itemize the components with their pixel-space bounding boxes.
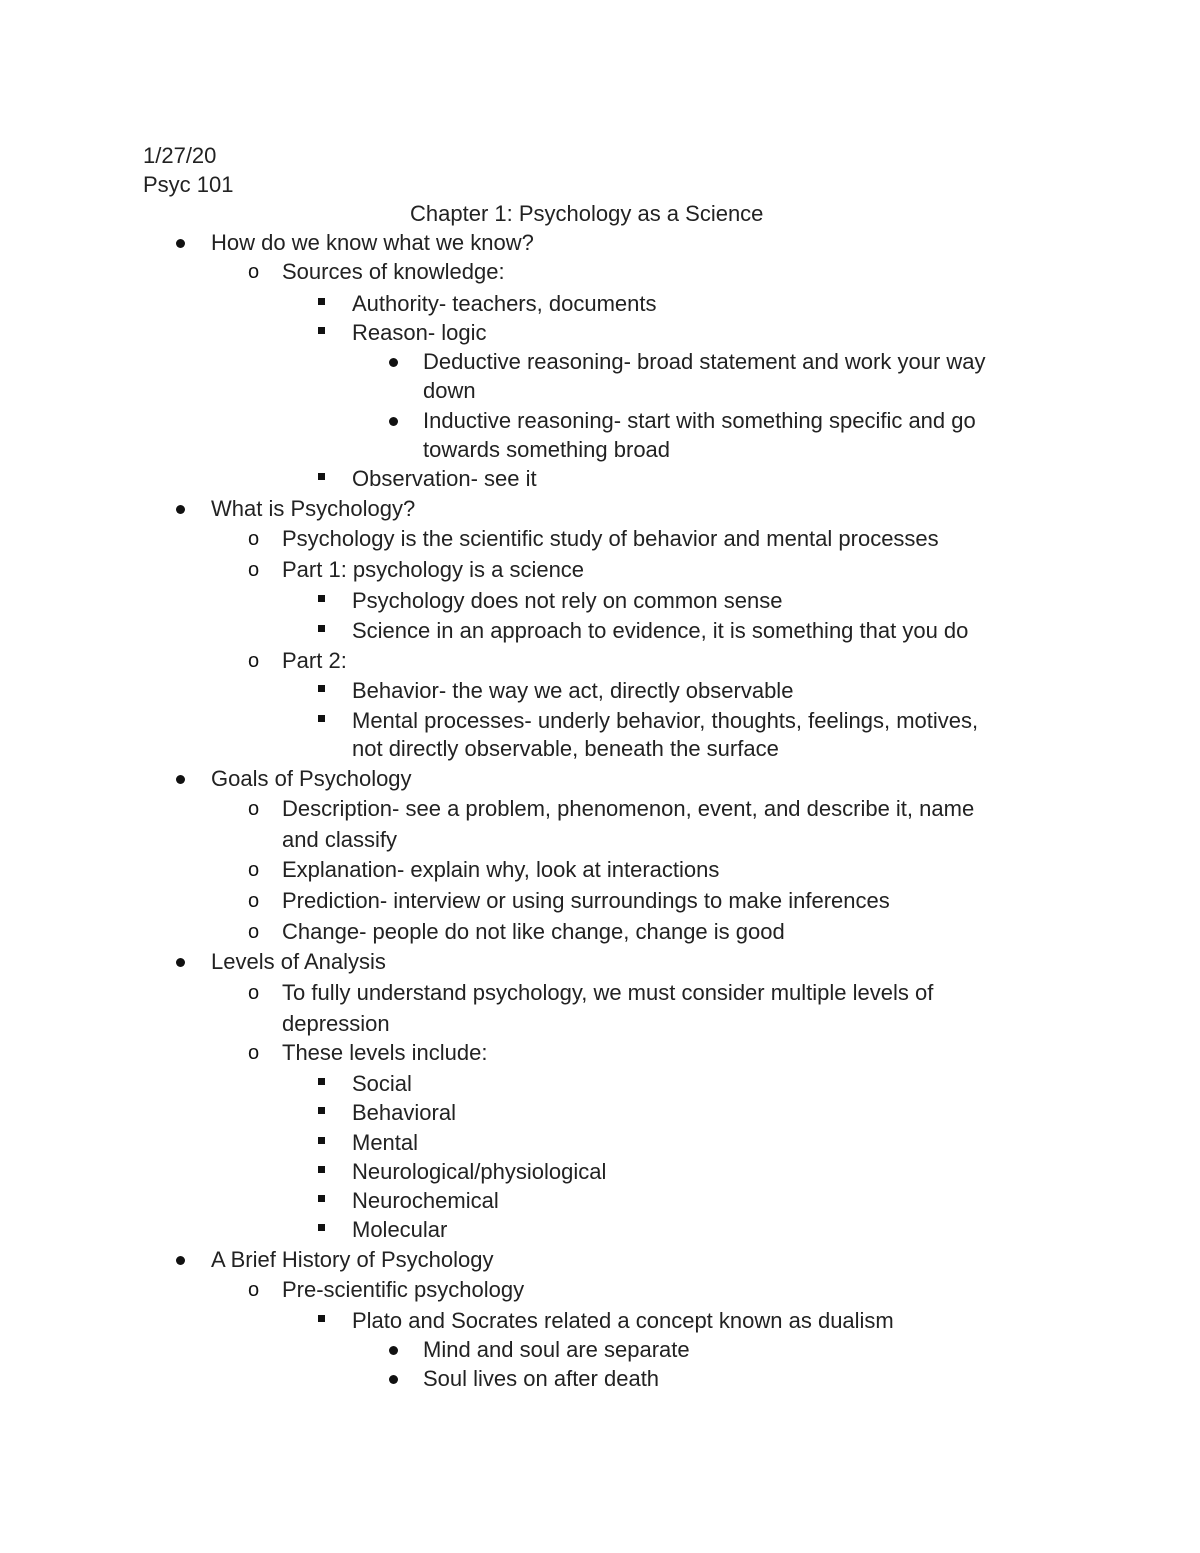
- list-item: Psychology is the scientific study of behavior and mental processes: [282, 526, 939, 551]
- bullet-disc-icon: [389, 1346, 398, 1355]
- list-item: A Brief History of Psychology: [211, 1247, 494, 1272]
- bullet-square-icon: [318, 1078, 325, 1085]
- bullet-square-icon: [318, 1137, 325, 1144]
- course-name: Psyc 101: [143, 172, 234, 197]
- bullet-square-icon: [318, 327, 325, 334]
- list-item: How do we know what we know?: [211, 230, 534, 255]
- bullet-disc-icon: [176, 239, 185, 248]
- bullet-circle-icon: o: [248, 890, 260, 912]
- list-item: Part 2:: [282, 648, 347, 673]
- list-item: Observation- see it: [352, 466, 537, 491]
- bullet-square-icon: [318, 1166, 325, 1173]
- bullet-circle-icon: o: [248, 798, 260, 820]
- bullet-square-icon: [318, 1315, 325, 1322]
- bullet-disc-icon: [389, 1375, 398, 1384]
- list-item-continued: not directly observable, beneath the surface: [352, 736, 779, 761]
- list-item: Psychology does not rely on common sense: [352, 588, 783, 613]
- page-title: Chapter 1: Psychology as a Science: [410, 201, 764, 226]
- bullet-disc-icon: [176, 958, 185, 967]
- bullet-disc-icon: [176, 505, 185, 514]
- bullet-circle-icon: o: [248, 1042, 260, 1064]
- list-item: Behavior- the way we act, directly observable: [352, 678, 794, 703]
- list-item: Soul lives on after death: [423, 1366, 660, 1391]
- bullet-circle-icon: o: [248, 559, 260, 581]
- list-item-continued: down: [423, 378, 476, 403]
- list-item: Neurological/physiological: [352, 1159, 607, 1184]
- list-item: Mental processes- underly behavior, thoughts, feelings, motives,: [352, 708, 979, 733]
- list-item: Science in an approach to evidence, it is something that you do: [352, 618, 969, 643]
- list-item: Deductive reasoning- broad statement and work your way: [423, 349, 986, 374]
- bullet-circle-icon: o: [248, 1279, 260, 1301]
- bullet-square-icon: [318, 1107, 325, 1114]
- list-item: Reason- logic: [352, 320, 487, 345]
- list-item: Mental: [352, 1130, 419, 1155]
- list-item: Plato and Socrates related a concept known as dualism: [352, 1308, 894, 1333]
- list-item: What is Psychology?: [211, 496, 416, 521]
- list-item: Behavioral: [352, 1100, 456, 1125]
- bullet-circle-icon: o: [248, 650, 260, 672]
- list-item: Change- people do not like change, change is good: [282, 919, 785, 944]
- bullet-square-icon: [318, 715, 325, 722]
- list-item: Prediction- interview or using surroundings to make inferences: [282, 888, 890, 913]
- bullet-square-icon: [318, 1195, 325, 1202]
- list-item: Social: [352, 1071, 412, 1096]
- date: 1/27/20: [143, 143, 217, 168]
- bullet-square-icon: [318, 625, 325, 632]
- bullet-square-icon: [318, 298, 325, 305]
- bullet-square-icon: [318, 595, 325, 602]
- list-item: Description- see a problem, phenomenon, event, and describe it, name: [282, 796, 975, 821]
- list-item-continued: and classify: [282, 827, 397, 852]
- bullet-circle-icon: o: [248, 859, 260, 881]
- bullet-square-icon: [318, 473, 325, 480]
- bullet-disc-icon: [176, 1256, 185, 1265]
- bullet-circle-icon: o: [248, 982, 260, 1004]
- list-item: Inductive reasoning- start with something specific and go: [423, 408, 976, 433]
- list-item: Goals of Psychology: [211, 766, 412, 791]
- list-item: Levels of Analysis: [211, 949, 386, 974]
- list-item: Neurochemical: [352, 1188, 499, 1213]
- list-item: Molecular: [352, 1217, 448, 1242]
- list-item-continued: towards something broad: [423, 437, 671, 462]
- list-item-continued: depression: [282, 1011, 390, 1036]
- list-item: Sources of knowledge:: [282, 259, 505, 284]
- list-item: Explanation- explain why, look at interactions: [282, 857, 720, 882]
- list-item: Mind and soul are separate: [423, 1337, 690, 1362]
- bullet-disc-icon: [389, 358, 398, 367]
- bullet-square-icon: [318, 1224, 325, 1231]
- bullet-circle-icon: o: [248, 921, 260, 943]
- list-item: These levels include:: [282, 1040, 488, 1065]
- list-item: Pre-scientific psychology: [282, 1277, 525, 1302]
- bullet-disc-icon: [176, 775, 185, 784]
- bullet-circle-icon: o: [248, 261, 260, 283]
- list-item: Part 1: psychology is a science: [282, 557, 585, 582]
- list-item: To fully understand psychology, we must consider multiple levels of: [282, 980, 934, 1005]
- bullet-disc-icon: [389, 417, 398, 426]
- list-item: Authority- teachers, documents: [352, 291, 657, 316]
- bullet-square-icon: [318, 685, 325, 692]
- bullet-circle-icon: o: [248, 528, 260, 550]
